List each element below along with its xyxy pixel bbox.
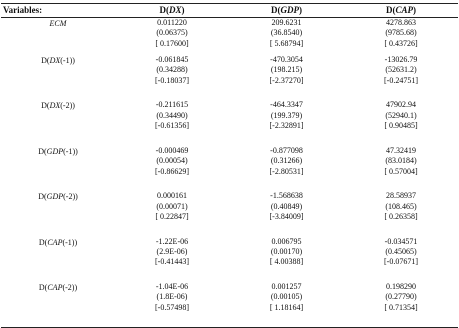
t-statistic-value: [ 0.90485]: [384, 121, 418, 131]
coefficient-value: 0.011220: [157, 18, 187, 27]
cell-dx: [115, 18, 229, 56]
row-variable-label: [1, 237, 115, 282]
vecm-results-table: [1, 3, 458, 328]
coefficient-value: 0.006795: [271, 236, 302, 246]
coefficient-value: -0.877098: [270, 145, 303, 155]
t-statistic-value: [ 0.22847]: [155, 211, 189, 221]
cell-dx: [115, 55, 229, 100]
t-statistic-value: [ 0.17600]: [155, 38, 189, 48]
std-error-value: (1.8E-06): [156, 292, 188, 302]
table-row: [1, 237, 458, 282]
header-variables: Variables:: [1, 4, 115, 18]
std-error-value: (199.379): [270, 110, 303, 120]
table-row: [1, 18, 458, 56]
cell-dx: [115, 191, 229, 236]
std-error-value: (0.06375): [156, 28, 188, 38]
cell-cap: [344, 18, 458, 56]
cell-dx: [115, 282, 229, 328]
t-statistic-value: [-0.07671]: [384, 257, 418, 267]
std-error-value: (9785.68): [385, 28, 417, 38]
row-variable-label: [1, 100, 115, 145]
std-error-value: (0.34490): [156, 110, 188, 120]
std-error-value: (52940.1): [385, 110, 417, 120]
cell-cap: [344, 191, 458, 236]
std-error-value: (0.45065): [385, 246, 417, 256]
row-variable-label: [1, 18, 115, 56]
cell-gdp: [229, 146, 344, 191]
variable-name: D(DX(-2)): [41, 101, 75, 111]
std-error-value: (0.00105): [270, 292, 303, 302]
coefficient-value: 28.58937: [386, 191, 416, 201]
table-row: [1, 282, 458, 328]
header-cap: D(CAP): [344, 4, 458, 18]
cell-gdp: [229, 282, 344, 328]
header-dx: D(DX): [115, 4, 229, 18]
t-statistic-value: [-0.18037]: [155, 75, 189, 85]
std-error-value: (108.465): [385, 201, 417, 211]
t-statistic-value: [-0.86629]: [155, 166, 189, 176]
std-error-value: (198.215): [270, 65, 303, 75]
cell-cap: [344, 237, 458, 282]
table-header-row: [1, 4, 458, 18]
coefficient-value: -0.061845: [155, 55, 189, 64]
std-error-value: (0.34288): [156, 65, 188, 75]
regression-table-container: [1, 3, 458, 328]
t-statistic-value: [-2.37270]: [269, 75, 304, 85]
header-gdp: D(GDP): [229, 4, 344, 18]
cell-dx: [115, 146, 229, 191]
row-variable-label: [1, 282, 115, 328]
table-row: [1, 191, 458, 236]
std-error-value: (0.00071): [156, 201, 188, 211]
t-statistic-value: [-0.24751]: [384, 75, 418, 85]
t-statistic-value: [-2.80531]: [269, 166, 304, 176]
row-variable-label: [1, 55, 115, 100]
variable-name: D(DX(-1)): [41, 56, 75, 65]
cell-cap: [344, 146, 458, 191]
cell-gdp: [229, 100, 344, 145]
t-statistic-value: [-3.84009]: [269, 211, 304, 221]
cell-gdp: [229, 18, 344, 56]
std-error-value: (0.00170): [270, 246, 303, 256]
coefficient-value: 0.198290: [386, 281, 416, 291]
t-statistic-value: [-2.32891]: [269, 121, 304, 131]
variable-name: D(GDP(-1)): [38, 146, 78, 156]
std-error-value: (83.0184): [385, 156, 417, 166]
std-error-value: (0.27790): [385, 292, 417, 302]
coefficient-value: -464.3347: [270, 100, 303, 110]
coefficient-value: -0.034571: [384, 236, 418, 246]
variable-name: D(GDP(-2)): [38, 192, 78, 202]
cell-dx: [115, 100, 229, 145]
coefficient-value: -1.568638: [270, 191, 303, 201]
t-statistic-value: [-0.41443]: [155, 257, 189, 267]
cell-cap: [344, 282, 458, 328]
coefficient-value: -13026.79: [384, 55, 418, 64]
table-body: [1, 18, 458, 328]
std-error-value: (0.40849): [270, 201, 303, 211]
coefficient-value: -470.3054: [270, 55, 303, 64]
t-statistic-value: [ 0.57004]: [384, 166, 418, 176]
cell-gdp: [229, 237, 344, 282]
row-variable-label: [1, 191, 115, 236]
std-error-value: (52631.2): [385, 65, 417, 75]
t-statistic-value: [ 1.18164]: [269, 302, 304, 312]
t-statistic-value: [ 0.71354]: [384, 302, 418, 312]
cell-cap: [344, 100, 458, 145]
coefficient-value: -1.22E-06: [155, 236, 189, 246]
cell-gdp: [229, 191, 344, 236]
variable-name: ECM: [49, 19, 67, 28]
coefficient-value: 209.6231: [271, 18, 302, 27]
cell-gdp: [229, 55, 344, 100]
coefficient-value: 47.32419: [386, 145, 416, 155]
coefficient-value: 47902.94: [386, 100, 416, 110]
variable-name: D(CAP(-1)): [38, 237, 78, 247]
table-row: [1, 146, 458, 191]
cell-dx: [115, 237, 229, 282]
coefficient-value: 4278.863: [386, 18, 416, 27]
coefficient-value: -0.000469: [155, 145, 189, 155]
std-error-value: (0.31266): [270, 156, 303, 166]
coefficient-value: -0.211615: [155, 100, 189, 110]
table-row: [1, 100, 458, 145]
table-row: [1, 55, 458, 100]
t-statistic-value: [-0.61356]: [155, 121, 189, 131]
std-error-value: (36.8540): [270, 28, 303, 38]
t-statistic-value: [ 5.68794]: [269, 38, 304, 48]
t-statistic-value: [ 4.00388]: [269, 257, 304, 267]
variable-name: D(CAP(-2)): [38, 282, 78, 292]
std-error-value: (0.00054): [156, 156, 188, 166]
t-statistic-value: [-0.57498]: [155, 302, 189, 312]
coefficient-value: -1.04E-06: [155, 281, 189, 291]
cell-cap: [344, 55, 458, 100]
t-statistic-value: [ 0.26358]: [384, 211, 418, 221]
row-variable-label: [1, 146, 115, 191]
std-error-value: (2.9E-06): [156, 246, 188, 256]
t-statistic-value: [ 0.43726]: [384, 38, 418, 48]
coefficient-value: 0.000161: [157, 191, 187, 201]
coefficient-value: 0.001257: [271, 281, 302, 291]
